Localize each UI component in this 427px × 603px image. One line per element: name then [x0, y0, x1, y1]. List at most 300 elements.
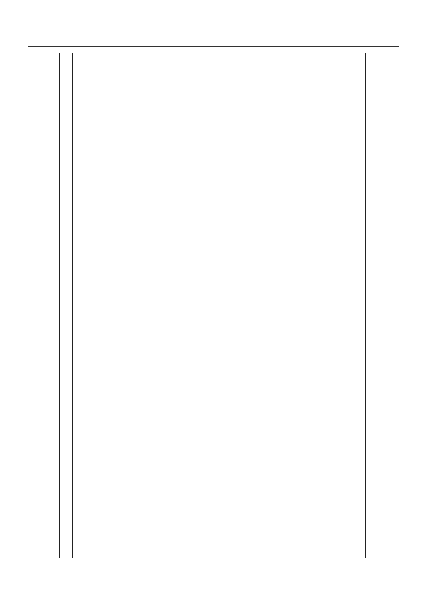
table-cell	[308, 311, 321, 333]
table-cell	[347, 440, 360, 462]
table-cell	[203, 462, 216, 484]
table-row	[295, 53, 308, 558]
table-cell	[164, 354, 177, 376]
table-cell	[203, 311, 216, 333]
table-cell	[268, 53, 281, 75]
table-cell	[308, 376, 321, 398]
table-cell	[190, 354, 203, 376]
table-cell	[164, 182, 177, 204]
table-cell	[177, 161, 190, 183]
table-cell	[282, 96, 295, 118]
table-row	[242, 53, 255, 558]
table-cell	[203, 376, 216, 398]
column-header	[60, 225, 72, 247]
column-header	[60, 182, 72, 204]
table-cell	[137, 182, 150, 204]
table-cell	[203, 75, 216, 97]
table-cell	[164, 75, 177, 97]
table-cell	[98, 118, 111, 140]
table-cell	[295, 53, 308, 75]
table-cell	[72, 311, 85, 333]
table-cell	[216, 462, 229, 484]
table-cell	[190, 483, 203, 505]
table-cell	[255, 96, 268, 118]
table-cell	[85, 53, 98, 75]
table-cell	[190, 118, 203, 140]
table-cell	[124, 440, 137, 462]
table-cell	[295, 225, 308, 247]
table-row	[85, 53, 98, 558]
table-cell	[282, 161, 295, 183]
table-cell	[347, 419, 360, 441]
table-cell	[282, 53, 295, 75]
table-cell	[203, 204, 216, 226]
table-cell	[190, 139, 203, 161]
table-cell	[308, 397, 321, 419]
table-cell	[321, 182, 334, 204]
table-cell	[124, 397, 137, 419]
table-cell	[308, 354, 321, 376]
zircon-data-table	[60, 53, 360, 558]
table-cell	[334, 462, 347, 484]
table-cell	[229, 247, 242, 269]
table-cell	[268, 376, 281, 398]
table-cell	[177, 290, 190, 312]
table-cell	[229, 376, 242, 398]
sample-id-cell	[72, 526, 85, 558]
table-cell	[137, 440, 150, 462]
table-cell	[295, 161, 308, 183]
table-cell	[268, 354, 281, 376]
column-header	[60, 462, 72, 484]
table-cell	[268, 419, 281, 441]
table-cell	[85, 118, 98, 140]
table-cell	[151, 333, 164, 355]
table-cell	[268, 333, 281, 355]
table-cell	[111, 118, 124, 140]
table-bottom-rule	[365, 53, 366, 558]
table-cell	[124, 225, 137, 247]
table-cell	[72, 462, 85, 484]
table-cell	[255, 225, 268, 247]
table-cell	[321, 204, 334, 226]
table-cell	[190, 290, 203, 312]
table-cell	[308, 225, 321, 247]
table-cell	[308, 161, 321, 183]
table-cell	[124, 247, 137, 269]
table-cell	[268, 225, 281, 247]
table-cell	[190, 440, 203, 462]
table-cell	[111, 505, 124, 527]
table-cell	[321, 440, 334, 462]
table-cell	[282, 268, 295, 290]
column-header	[60, 118, 72, 140]
table-cell	[282, 483, 295, 505]
table-cell	[137, 96, 150, 118]
table-cell	[85, 75, 98, 97]
table-row	[203, 53, 216, 558]
table-cell	[321, 53, 334, 75]
table-cell	[268, 290, 281, 312]
table-cell	[190, 268, 203, 290]
table-cell	[72, 505, 85, 527]
table-cell	[164, 204, 177, 226]
table-cell	[295, 75, 308, 97]
table-cell	[85, 376, 98, 398]
table-cell	[137, 204, 150, 226]
table-cell	[282, 419, 295, 441]
table-cell	[98, 462, 111, 484]
table-cell	[255, 247, 268, 269]
table-cell	[282, 397, 295, 419]
table-cell	[203, 440, 216, 462]
table-cell	[242, 182, 255, 204]
table-cell	[242, 75, 255, 97]
table-cell	[255, 268, 268, 290]
table-cell	[111, 204, 124, 226]
table-cell	[98, 225, 111, 247]
table-cell	[203, 333, 216, 355]
table-cell	[255, 161, 268, 183]
table-cell	[98, 182, 111, 204]
column-header	[60, 505, 72, 527]
table-row	[229, 53, 242, 558]
table-footnote	[369, 53, 379, 558]
table-cell	[255, 118, 268, 140]
table-cell	[137, 505, 150, 527]
table-cell	[347, 225, 360, 247]
table-cell	[242, 225, 255, 247]
table-cell	[72, 75, 85, 97]
table-cell	[255, 204, 268, 226]
table-cell	[295, 290, 308, 312]
table-cell	[321, 311, 334, 333]
table-cell	[255, 139, 268, 161]
table-cell	[151, 53, 164, 75]
table-cell	[72, 96, 85, 118]
table-cell	[282, 118, 295, 140]
table-cell	[347, 53, 360, 75]
table-cell	[295, 419, 308, 441]
table-cell	[85, 483, 98, 505]
rotated-table-block	[25, 53, 405, 558]
table-cell	[308, 440, 321, 462]
table-cell	[308, 139, 321, 161]
table-cell	[124, 139, 137, 161]
table-cell	[334, 290, 347, 312]
table-cell	[124, 161, 137, 183]
column-header	[60, 440, 72, 462]
table-cell	[111, 462, 124, 484]
table-cell	[347, 139, 360, 161]
table-cell	[190, 311, 203, 333]
column-header	[60, 333, 72, 355]
sample-id-cell	[190, 526, 203, 558]
table-cell	[334, 53, 347, 75]
table-cell	[98, 161, 111, 183]
column-header	[60, 53, 72, 75]
table-cell	[308, 53, 321, 75]
table-cell	[137, 139, 150, 161]
table-cell	[255, 182, 268, 204]
table-cell	[229, 333, 242, 355]
table-cell	[72, 419, 85, 441]
table-cell	[308, 96, 321, 118]
table-cell	[295, 440, 308, 462]
table-cell	[268, 505, 281, 527]
table-cell	[98, 354, 111, 376]
table-cell	[72, 290, 85, 312]
table-cell	[255, 311, 268, 333]
table-cell	[347, 483, 360, 505]
table-cell	[203, 419, 216, 441]
table-cell	[334, 161, 347, 183]
table-cell	[177, 505, 190, 527]
table-cell	[321, 462, 334, 484]
table-cell	[137, 290, 150, 312]
sample-id-cell	[282, 526, 295, 558]
table-cell	[72, 376, 85, 398]
table-cell	[242, 311, 255, 333]
running-header	[28, 30, 399, 47]
table-cell	[111, 354, 124, 376]
table-row	[268, 53, 281, 558]
table-cell	[85, 311, 98, 333]
table-cell	[137, 311, 150, 333]
table-cell	[177, 462, 190, 484]
table-cell	[242, 268, 255, 290]
table-cell	[151, 139, 164, 161]
table-cell	[308, 462, 321, 484]
table-cell	[347, 247, 360, 269]
table-cell	[137, 161, 150, 183]
table-cell	[151, 440, 164, 462]
table-cell	[177, 247, 190, 269]
table-cell	[282, 139, 295, 161]
table-cell	[268, 483, 281, 505]
table-cell	[308, 268, 321, 290]
table-row	[255, 53, 268, 558]
table-cell	[177, 483, 190, 505]
table-cell	[151, 311, 164, 333]
table-cell	[229, 182, 242, 204]
table-cell	[111, 376, 124, 398]
table-cell	[321, 419, 334, 441]
table-cell	[282, 204, 295, 226]
table-cell	[216, 483, 229, 505]
table-cell	[268, 139, 281, 161]
table-cell	[282, 333, 295, 355]
table-cell	[295, 397, 308, 419]
table-cell	[308, 75, 321, 97]
table-cell	[72, 483, 85, 505]
table-cell	[177, 118, 190, 140]
table-cell	[347, 96, 360, 118]
table-cell	[334, 397, 347, 419]
table-cell	[334, 225, 347, 247]
table-cell	[321, 376, 334, 398]
table-cell	[229, 462, 242, 484]
table-cell	[216, 419, 229, 441]
table-cell	[255, 376, 268, 398]
table-cell	[203, 139, 216, 161]
table-cell	[347, 376, 360, 398]
table-row	[334, 53, 347, 558]
table-cell	[85, 247, 98, 269]
table-cell	[137, 376, 150, 398]
table-cell	[98, 376, 111, 398]
table-cell	[268, 311, 281, 333]
table-cell	[203, 118, 216, 140]
table-cell	[72, 118, 85, 140]
table-cell	[137, 225, 150, 247]
table-cell	[347, 161, 360, 183]
table-cell	[216, 75, 229, 97]
table-cell	[347, 268, 360, 290]
table-cell	[72, 161, 85, 183]
table-cell	[203, 397, 216, 419]
table-cell	[177, 96, 190, 118]
table-cell	[295, 118, 308, 140]
table-cell	[347, 311, 360, 333]
table-cell	[151, 75, 164, 97]
table-cell	[229, 483, 242, 505]
table-cell	[295, 268, 308, 290]
table-cell	[268, 118, 281, 140]
table-cell	[164, 96, 177, 118]
table-cell	[229, 354, 242, 376]
table-cell	[334, 139, 347, 161]
table-cell	[164, 225, 177, 247]
table-cell	[190, 397, 203, 419]
table-cell	[190, 225, 203, 247]
table-cell	[111, 75, 124, 97]
table-cell	[85, 139, 98, 161]
sample-id-cell	[229, 526, 242, 558]
table-cell	[268, 204, 281, 226]
table-cell	[177, 354, 190, 376]
table-cell	[124, 419, 137, 441]
table-cell	[295, 483, 308, 505]
table-cell	[164, 268, 177, 290]
table-cell	[334, 333, 347, 355]
column-header	[60, 483, 72, 505]
table-cell	[203, 505, 216, 527]
sample-id-cell	[151, 526, 164, 558]
table-cell	[124, 290, 137, 312]
table-cell	[268, 247, 281, 269]
table-cell	[137, 397, 150, 419]
table-row	[190, 53, 203, 558]
table-cell	[190, 376, 203, 398]
table-cell	[164, 161, 177, 183]
table-cell	[72, 182, 85, 204]
table-cell	[177, 440, 190, 462]
table-cell	[177, 182, 190, 204]
sample-id-cell	[124, 526, 137, 558]
table-cell	[137, 118, 150, 140]
table-cell	[216, 182, 229, 204]
table-cell	[242, 118, 255, 140]
table-cell	[229, 505, 242, 527]
table-row	[151, 53, 164, 558]
table-cell	[295, 247, 308, 269]
table-cell	[203, 96, 216, 118]
table-cell	[321, 247, 334, 269]
table-cell	[242, 354, 255, 376]
table-cell	[242, 247, 255, 269]
table-cell	[85, 290, 98, 312]
table-cell	[242, 440, 255, 462]
table-cell	[242, 483, 255, 505]
table-cell	[295, 311, 308, 333]
table-cell	[216, 139, 229, 161]
table-cell	[190, 53, 203, 75]
table-cell	[124, 311, 137, 333]
table-cell	[242, 53, 255, 75]
table-cell	[164, 333, 177, 355]
table-cell	[229, 419, 242, 441]
column-header	[60, 96, 72, 118]
table-cell	[255, 462, 268, 484]
sample-id-cell	[98, 526, 111, 558]
table-row	[321, 53, 334, 558]
table-cell	[151, 225, 164, 247]
table-cell	[242, 397, 255, 419]
table-row	[177, 53, 190, 558]
table-cell	[111, 247, 124, 269]
sample-id-cell	[321, 526, 334, 558]
table-cell	[164, 53, 177, 75]
table-cell	[242, 139, 255, 161]
table-cell	[321, 139, 334, 161]
table-cell	[72, 139, 85, 161]
table-cell	[151, 354, 164, 376]
table-cell	[347, 505, 360, 527]
table-cell	[190, 96, 203, 118]
table-cell	[216, 225, 229, 247]
table-cell	[124, 53, 137, 75]
column-header	[60, 75, 72, 97]
table-cell	[151, 161, 164, 183]
table-cell	[308, 247, 321, 269]
table-cell	[229, 311, 242, 333]
table-cell	[334, 483, 347, 505]
table-cell	[203, 354, 216, 376]
table-cell	[111, 311, 124, 333]
table-cell	[282, 440, 295, 462]
table-cell	[295, 182, 308, 204]
table-cell	[72, 225, 85, 247]
table-cell	[111, 225, 124, 247]
sample-id-cell	[255, 526, 268, 558]
table-cell	[295, 354, 308, 376]
table-row	[164, 53, 177, 558]
table-cell	[190, 333, 203, 355]
table-cell	[177, 139, 190, 161]
sample-id-cell	[137, 526, 150, 558]
table-cell	[268, 462, 281, 484]
table-cell	[216, 311, 229, 333]
sample-id-cell	[347, 526, 360, 558]
table-cell	[216, 354, 229, 376]
table-cell	[124, 333, 137, 355]
table-cell	[216, 505, 229, 527]
table-cell	[164, 483, 177, 505]
table-cell	[124, 354, 137, 376]
table-caption-chinese	[33, 53, 43, 558]
table-cell	[255, 333, 268, 355]
